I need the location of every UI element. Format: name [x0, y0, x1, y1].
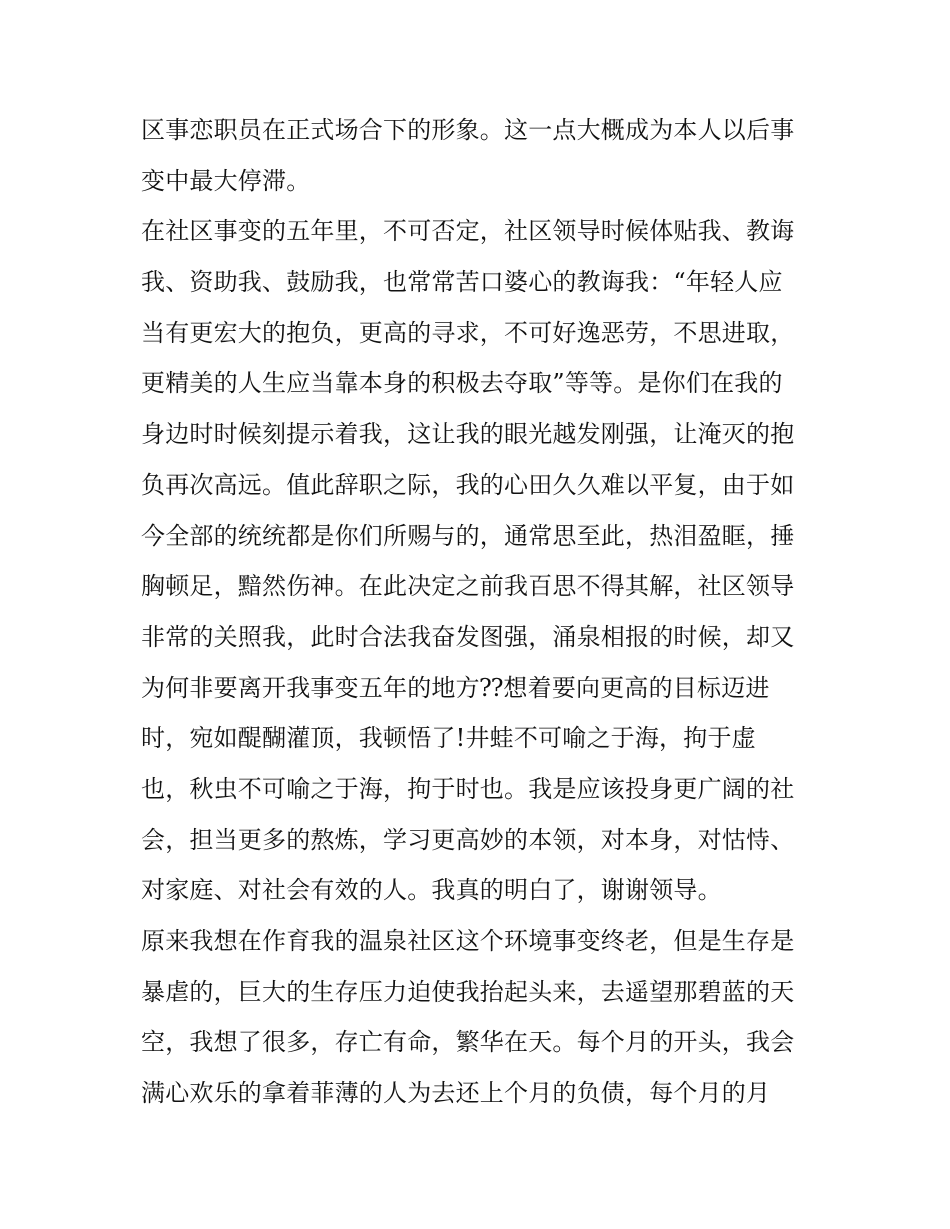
document-body — [141, 105, 821, 1119]
text-line: 身边时时候刻提示着我，这让我的眼光越发刚强，让淹灭的抱 — [141, 420, 795, 449]
text-line: 也，秋虫不可喻之于海，拘于时也。我是应该投身更广阔的社 — [141, 774, 795, 803]
text-line: 暴虐的，巨大的生存压力迫使我抬起头来，去遥望那碧蓝的天 — [141, 977, 795, 1006]
text-line: 原来我想在作育我的温泉社区这个环境事变终老，但是生存是 — [141, 927, 795, 955]
text-line: 变中最大停滞。 — [141, 166, 311, 195]
text-line: 对家庭、对社会有效的人。我真的明白了，谢谢领导。 — [141, 876, 722, 905]
text-line: 当有更宏大的抱负，更高的寻求，不可好逸恶劳，不思进取， — [141, 318, 795, 347]
text-line: 胸顿足，黯然伤神。在此决定之前我百思不得其解，社区领导 — [141, 572, 795, 601]
text-line: 我、资助我、鼓励我，也常常苦口婆心的教诲我：“年轻人应 — [141, 268, 783, 297]
text-line: 更精美的人生应当靠本身的积极去夺取”等等。是你们在我的 — [141, 369, 783, 398]
text-line: 今全部的统统都是你们所赐与的，通常思至此，热泪盈眶，捶 — [141, 521, 795, 550]
text-line: 非常的关照我，此时合法我奋发图强，涌泉相报的时候，却又 — [141, 622, 795, 651]
text-line: 在社区事变的五年里，不可否定，社区领导时候体贴我、教诲 — [141, 217, 795, 246]
text-line: 满心欢乐的拿着菲薄的人为去还上个月的负债，每个月的月 — [141, 1079, 771, 1108]
text-line: 空，我想了很多，存亡有命，繁华在天。每个月的开头，我会 — [141, 1028, 795, 1057]
text-line: 会，担当更多的熬炼，学习更高妙的本领，对本身，对怙恃、 — [141, 825, 795, 854]
text-line: 时，宛如醍醐灌顶，我顿悟了!井蛙不可喻之于海，拘于虚 — [141, 724, 756, 753]
text-line: 区事恋职员在正式场合下的形象。这一点大概成为本人以后事 — [141, 116, 795, 144]
text-line: 负再次高远。值此辞职之际，我的心田久久难以平复，由于如 — [141, 470, 795, 499]
text-line: 为何非要离开我事变五年的地方⁇想着要向更高的目标迈进 — [141, 673, 770, 702]
